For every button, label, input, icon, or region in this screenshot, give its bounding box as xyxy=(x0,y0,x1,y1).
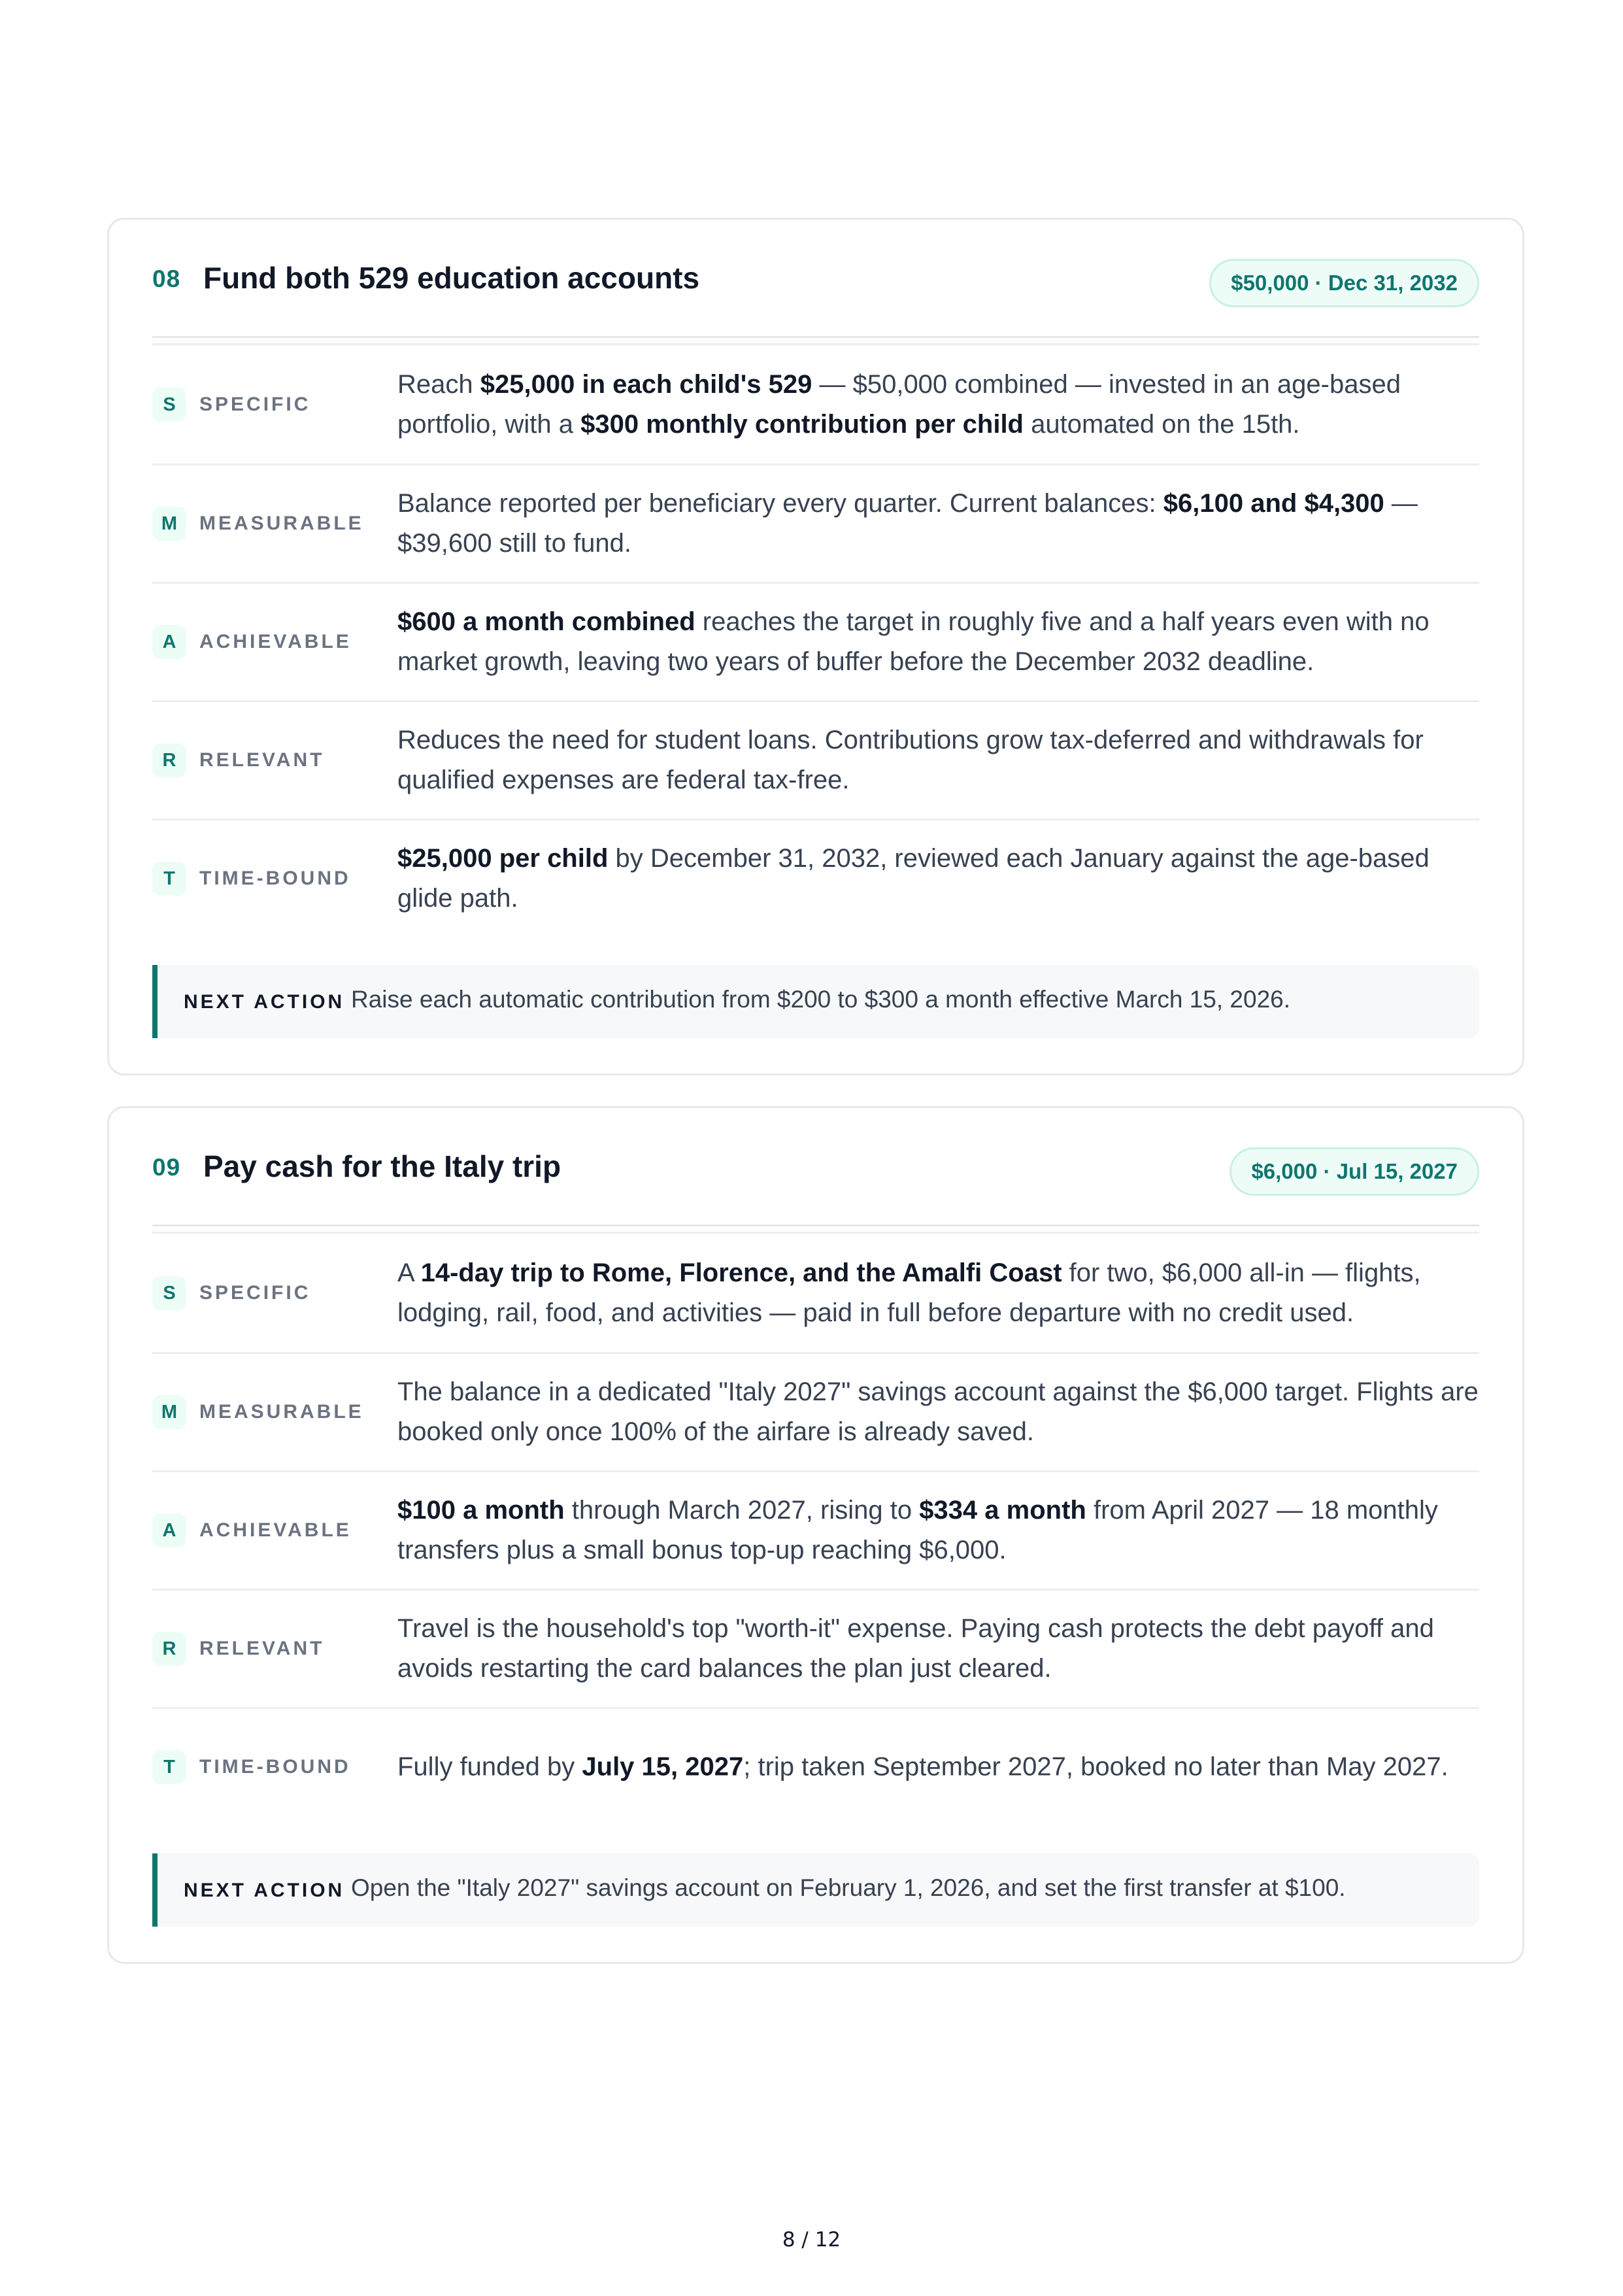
smart-row xyxy=(152,819,1479,937)
smart-row xyxy=(152,1234,1479,1352)
next-action-text: Raise each automatic contribution from $200 to $300 a month effective March 15, 2026. xyxy=(351,986,1291,1013)
criterion-text-part: Reach xyxy=(397,369,480,399)
criterion-letter: S xyxy=(152,1276,186,1310)
criterion-label: TIME-BOUND xyxy=(199,1756,351,1778)
criterion-highlight: $600 a month combined xyxy=(397,607,695,636)
criterion-letter: T xyxy=(152,1750,186,1784)
criterion-label: SPECIFIC xyxy=(199,393,311,415)
criterion-highlight: $300 monthly contribution per child xyxy=(580,409,1024,439)
smart-row xyxy=(152,582,1479,700)
goal-number: 08 xyxy=(152,265,181,292)
criterion-text-part: Fully funded by xyxy=(397,1752,582,1781)
criterion-letter: A xyxy=(152,625,186,659)
criterion-label: TIME-BOUND xyxy=(199,868,351,889)
header-divider xyxy=(152,336,1479,345)
criterion-label: RELEVANT xyxy=(199,1638,325,1659)
criterion-text xyxy=(397,1609,1479,1689)
criterion-highlight: $334 a month xyxy=(919,1496,1086,1525)
criterion-highlight: $6,100 and $4,300 xyxy=(1163,489,1384,518)
criterion-text-part: automated on the 15th. xyxy=(1024,409,1300,439)
goal-header xyxy=(152,220,1479,336)
smart-row xyxy=(152,1470,1479,1589)
smart-row xyxy=(152,1352,1479,1470)
smart-row xyxy=(152,700,1479,819)
smart-row xyxy=(152,1707,1479,1825)
goal-card xyxy=(107,218,1524,1075)
criterion-highlight: $25,000 in each child's 529 xyxy=(480,369,812,399)
goal-title: Fund both 529 education accounts xyxy=(203,261,700,295)
smart-row xyxy=(152,345,1479,464)
criterion-letter: R xyxy=(152,1632,186,1666)
criterion-text-part: The balance in a dedicated "Italy 2027" savings account against the $6,000 target. Flights are booked only once 100% of the airfare is already saved. xyxy=(397,1377,1479,1446)
criterion-label: RELEVANT xyxy=(199,749,325,771)
goal-badge: $50,000 · Dec 31, 2032 xyxy=(1209,259,1479,307)
criterion-highlight: 14-day trip to Rome, Florence, and the Amalfi Coast xyxy=(420,1258,1062,1287)
criterion-text-part: — $50,000 combined — invested in an age-based portfolio, with a xyxy=(397,369,1401,439)
criterion-text-part: from April 2027 — 18 monthly transfers plus a small bonus top-up reaching $6,000. xyxy=(397,1496,1438,1564)
criterion-highlight: July 15, 2027 xyxy=(582,1752,744,1781)
goal-title: Pay cash for the Italy trip xyxy=(203,1149,561,1183)
criterion-text-part: Reduces the need for student loans. Contributions grow tax-deferred and withdrawals for qualified expenses are federal tax-free. xyxy=(397,726,1424,794)
criterion-letter: T xyxy=(152,862,186,896)
goal-number: 09 xyxy=(152,1154,181,1181)
next-action-callout xyxy=(152,965,1479,1038)
criterion-text xyxy=(397,1491,1479,1570)
next-action-text: Open the "Italy 2027" savings account on February 1, 2026, and set the first transfer at $100. xyxy=(351,1874,1346,1901)
criterion-label: SPECIFIC xyxy=(199,1281,311,1304)
criterion-text xyxy=(397,365,1479,445)
criterion-text xyxy=(397,720,1479,800)
goal-badge: $6,000 · Jul 15, 2027 xyxy=(1230,1147,1479,1196)
page-number: 8 / 12 xyxy=(782,2228,841,2252)
criterion-text-part: by December 31, 2032, reviewed each January against the age-based glide path. xyxy=(397,844,1430,913)
criterion-label: ACHIEVABLE xyxy=(199,1519,352,1541)
criterion-text-part: reaches the target in roughly five and a half years even with no market growth, leaving two years of buffer before the December 2032 deadline. xyxy=(397,607,1430,676)
criterion-text xyxy=(397,839,1479,919)
criterion-letter: A xyxy=(152,1513,186,1547)
criterion-text xyxy=(397,602,1479,682)
criterion-text xyxy=(397,1747,1479,1787)
next-action-label: NEXT ACTION xyxy=(184,1880,345,1901)
criterion-text-part: ; trip taken September 2027, booked no later than May 2027. xyxy=(743,1752,1448,1781)
criterion-highlight: $100 a month xyxy=(397,1496,565,1525)
criterion-text-part: Travel is the household's top "worth-it" expense. Paying cash protects the debt payoff and avoids restarting the card balances the plan just cleared. xyxy=(397,1614,1434,1683)
goal-header xyxy=(152,1108,1479,1224)
criterion-letter: M xyxy=(152,507,186,541)
criterion-text-part: for two, $6,000 all-in — flights, lodging, rail, food, and activities — paid in full before departure with no credit used. xyxy=(397,1258,1421,1327)
criterion-label: ACHIEVABLE xyxy=(199,631,352,652)
criterion-label: MEASURABLE xyxy=(199,513,364,534)
criterion-letter: M xyxy=(152,1395,186,1429)
criterion-letter: R xyxy=(152,743,186,777)
criterion-text-part: — $39,600 still to fund. xyxy=(397,489,1418,558)
criterion-text-part: through March 2027, rising to xyxy=(564,1496,920,1525)
criterion-text xyxy=(397,1372,1479,1452)
smart-row xyxy=(152,1589,1479,1707)
next-action-callout xyxy=(152,1853,1479,1927)
criterion-letter: S xyxy=(152,388,186,422)
criterion-text xyxy=(397,1253,1479,1333)
header-divider xyxy=(152,1224,1479,1234)
criterion-text xyxy=(397,484,1479,564)
criterion-label: MEASURABLE xyxy=(199,1401,364,1423)
next-action-label: NEXT ACTION xyxy=(184,991,345,1013)
goal-card xyxy=(107,1106,1524,1964)
criterion-text-part: Balance reported per beneficiary every quarter. Current balances: xyxy=(397,489,1163,518)
criterion-highlight: $25,000 per child xyxy=(397,844,609,873)
criterion-text-part: A xyxy=(397,1258,421,1287)
smart-row xyxy=(152,464,1479,582)
